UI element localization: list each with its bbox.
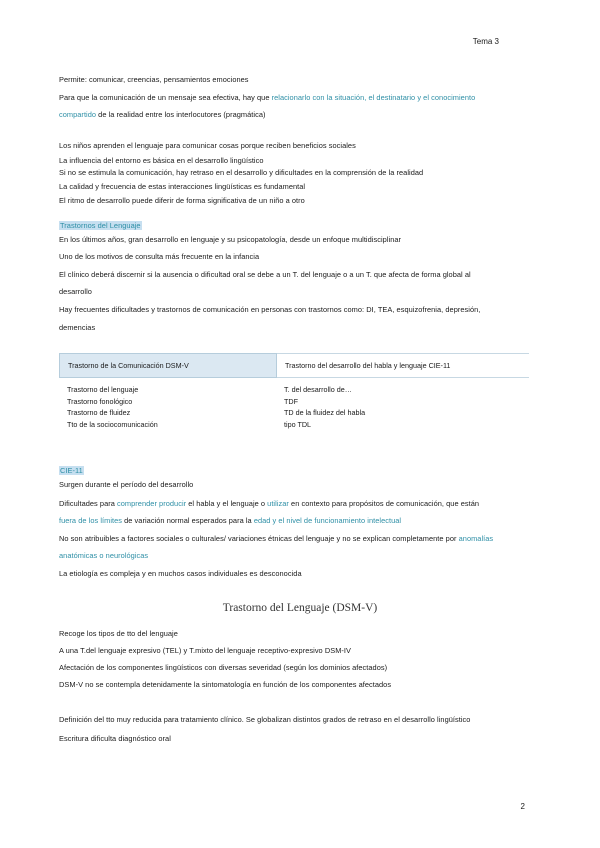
text-segment: No son atribuibles a factores sociales o culturales/ variaciones étnicas del lenguaje y no se explican completamente por xyxy=(59,534,459,543)
trastornos-line: Uno de los motivos de consulta más frecuente en la infancia xyxy=(59,252,260,261)
highlight-text: relacionarlo con la situación, el destinatario y el conocimiento xyxy=(271,93,476,102)
trastornos-line: Hay frecuentes dificultades y trastornos de comunicación en personas con trastornos como: DI, TEA, esquizofrenia, depresión, xyxy=(59,305,481,314)
dsm-line: Afectación de los componentes lingüísticos con diversas severidad (según los dominios afectados) xyxy=(59,663,388,672)
children-line: La calidad y frecuencia de estas interacciones lingüísticas es fundamental xyxy=(59,182,306,191)
children-line: El ritmo de desarrollo puede diferir de forma significativa de un niño a otro xyxy=(59,196,305,205)
table-column-cie xyxy=(284,384,365,430)
highlight-text: fuera de los límites xyxy=(59,516,123,525)
highlight-text: utilizar xyxy=(267,499,289,508)
comparison-table xyxy=(59,353,529,378)
trastornos-line: demencias xyxy=(59,323,96,332)
highlight-text: compartido xyxy=(59,110,97,119)
section-tag: CIE-11 xyxy=(60,466,83,475)
section-heading-trastornos xyxy=(59,221,142,230)
table-header-cie: Trastorno del desarrollo del habla y lenguaje CIE-11 xyxy=(277,353,529,378)
table-header-row xyxy=(59,353,529,378)
para-que-line xyxy=(59,93,475,102)
highlight-text: edad y el nivel de funcionamiento intelectual xyxy=(253,516,402,525)
table-column-dsm xyxy=(67,384,158,430)
section-title-dsm: Trastorno del Lenguaje (DSM-V) xyxy=(222,602,378,614)
highlight-text: anatómicas o neurológicas xyxy=(59,551,149,560)
page-number: 2 xyxy=(520,802,525,811)
compartido-line xyxy=(59,110,266,119)
section-tag: Trastornos del Lenguaje xyxy=(60,221,141,230)
text-segment: de variación normal esperados para la xyxy=(122,516,254,525)
children-line: Si no se estimula la comunicación, hay retraso en el desarrollo y dificultades en la comprensión de la realidad xyxy=(59,168,424,177)
children-line: Los niños aprenden el lenguaje para comunicar cosas porque reciben beneficios sociales xyxy=(59,141,356,150)
topic-label: Tema 3 xyxy=(472,37,499,46)
children-line: La influencia del entorno es básica en el desarrollo lingüístico xyxy=(59,156,264,165)
table-cell: tipo TDL xyxy=(284,419,312,429)
trastornos-line: desarrollo xyxy=(59,287,92,296)
permite-line: Permite: comunicar, creencias, pensamientos emociones xyxy=(59,75,249,84)
cie-line xyxy=(59,499,479,508)
table-cell: TD de la fluidez del habla xyxy=(284,408,366,418)
dsm-line: Definición del tto muy reducida para tratamiento clínico. Se globalizan distintos grados de retraso en el desarrollo lingüístico xyxy=(59,715,471,724)
section-heading-cie xyxy=(59,466,84,475)
text-segment: el habla y el lenguaje o xyxy=(186,499,268,508)
trastornos-line: En los últimos años, gran desarrollo en lenguaje y su psicopatología, desde un enfoque multidisciplinar xyxy=(59,235,402,244)
table-header-dsm: Trastorno de la Comunicación DSM-V xyxy=(59,353,277,378)
highlight-text: anomalías xyxy=(458,534,494,543)
text-segment: de la realidad entre los interlocutores (pragmática) xyxy=(96,110,266,119)
table-cell: Tto de la sociocomunicación xyxy=(67,419,158,429)
dsm-line: DSM-V no se contempla detenidamente la sintomatología en función de los componentes afectados xyxy=(59,680,392,689)
cie-line: Surgen durante el período del desarrollo xyxy=(59,480,194,489)
trastornos-line: El clínico deberá discernir si la ausencia o dificultad oral se debe a un T. del lenguaje o a un T. que afecta de forma global al xyxy=(59,270,471,279)
text-segment: en contexto para propósitos de comunicación, que están xyxy=(288,499,480,508)
text-segment: Dificultades para xyxy=(59,499,118,508)
highlight-text: comprender producir xyxy=(117,499,187,508)
text-segment: Para que la comunicación de un mensaje sea efectiva, hay que xyxy=(59,93,272,102)
dsm-line: Escritura dificulta diagnóstico oral xyxy=(59,734,171,743)
table-cell: Trastorno del lenguaje xyxy=(67,385,139,394)
cie-line: La etiología es compleja y en muchos casos individuales es desconocida xyxy=(59,569,302,578)
table-cell: TDF xyxy=(284,396,298,406)
dsm-line: A una T.del lenguaje expresivo (TEL) y T.mixto del lenguaje receptivo-expresivo DSM-IV xyxy=(59,646,351,655)
cie-line xyxy=(59,551,148,560)
table-cell: Trastorno fonológico xyxy=(67,396,133,406)
dsm-line: Recoge los tipos de tto del lenguaje xyxy=(59,629,178,638)
table-cell: T. del desarrollo de… xyxy=(284,385,352,394)
table-cell: Trastorno de fluidez xyxy=(67,408,131,418)
cie-line xyxy=(59,516,401,525)
cie-line xyxy=(59,534,493,543)
